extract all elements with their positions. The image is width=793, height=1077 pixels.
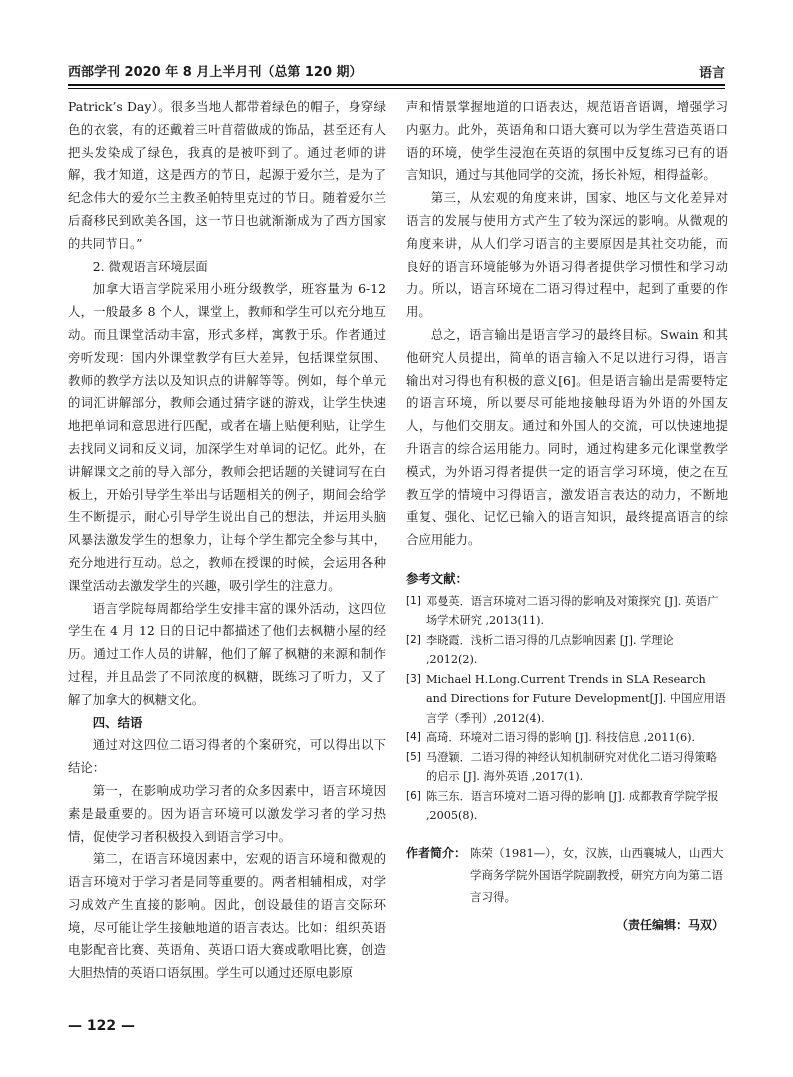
reference-item	[406, 787, 728, 826]
reference-item	[406, 748, 728, 787]
subheading: 2. 微观语言环境层面	[92, 258, 208, 274]
section-label: 语言	[698, 66, 725, 81]
paragraph: 第二，在语言环境因素中，宏观的语言环境和微观的语言环境对于学习者是同等重要的。两者相辅相成，对学习成效产生直接的影响。因此，创设最佳的语言交际环境，尽可能让学生接触地道的语言表达。比如：组织英语电影配音比赛、英语角、英语口语大赛或歌唱比赛，创造大胆热情的英语口语氛围。学生可以通过还原电影原	[68, 851, 386, 981]
references-list	[406, 592, 728, 826]
reference-number: [5]	[406, 750, 421, 763]
paragraph: 第一，在影响成功学习者的众多因素中，语言环境因素是最重要的。因为语言环境可以激发学习者的学习热情，促使学习者积极投入到语言学习中。	[68, 782, 386, 844]
reference-item	[406, 631, 728, 670]
references-title: 参考文献：	[406, 570, 468, 586]
paragraph: 总之，语言输出是语言学习的最终目标。Swain 和其他研究人员提出，简单的语言输入不足以进行习得，语言输出对习得也有积极的意义[6]。但是语言输出是需要特定的语言环境，所以要尽可能地接触母语为外语的外国友人，与他们交朋友。通过和外国人的交流，可以快速地提升语言的综合运用能力。同时，通过构建多元化课堂教学模式，为外语习得者提供一定的语言学习环境，使之在互教互学的情境中习得语言，激发语言表达的动力，不断地重复、强化、记忆已输入的语言知识，最终提高语言的综合应用能力。	[406, 326, 728, 548]
paragraph: 通过对这四位二语习得者的个案研究，可以得出以下结论：	[68, 737, 386, 776]
paragraph: 加拿大语言学院采用小班分级教学，班容量为 6-12 人，一般最多 8 个人，课堂上，教师和学生可以充分地互动。而且课堂活动丰富，形式多样，寓教于乐。作者通过旁听发现：国内外课堂教学有巨大差异，包括课堂氛围、教师的教学方法以及知识点的讲解等等。例如，每个单元的词汇讲解部分，教师会通过猜字谜的游戏，让学生快速地把单词和意思进行匹配，或者在墙上贴便利贴，让学生去找同义词和反义词，加深学生对单词的记忆。此外，在讲解课文之前的导入部分，教师会把话题的关键词写在白板上，开始引导学生举出与话题相关的例子，期间会给学生不断提示，耐心引导学生说出自己的想法，并运用头脑风暴法激发学生的想象力，让每个学生都完全参与其中，充分地进行互动。总之，教师在授课的时候，会运用各种课堂活动去激发学生的兴趣，吸引学生的注意力。	[68, 281, 386, 593]
page-number: — 122 —	[68, 1018, 135, 1034]
reference-text: 李晓霞．浅析二语习得的几点影响因素 [J]. 学理论 ,2012(2).	[426, 633, 674, 667]
author-bio-label: 作者简介：	[406, 845, 467, 860]
reference-number: [2]	[406, 633, 421, 646]
reference-number: [6]	[406, 789, 421, 802]
author-bio-text: 陈荣（1981—），女，汉族，山西襄城人，山西大学商务学院外国语学院副教授，研究方向为第二语言习得。	[470, 845, 724, 904]
reference-text: 邓曼英．语言环境对二语习得的影响及对策探究 [J]. 英语广场学术研究 ,2013(11).	[426, 594, 719, 628]
paragraph: 第三，从宏观的角度来讲，国家、地区与文化差异对语言的发展与使用方式产生了较为深远的影响。从微观的角度来讲，从人们学习语言的主要原因是其社交功能，而良好的语言环境能够为外语习得者提供学习惯性和学习动力。所以，语言环境在二语习得过程中，起到了重要的作用。	[406, 190, 728, 320]
paragraph: 声和情景掌握地道的口语表达，规范语音语调，增强学习内驱力。此外，英语角和口语大赛可以为学生营造英语口语的环境，使学生浸泡在英语的氛围中反复练习已有的语言知识，通过与其他同学的交流，扬长补短，相得益彰。	[406, 99, 728, 183]
reference-number: [1]	[406, 594, 421, 607]
reference-text: 马澄颖．二语习得的神经认知机制研究对优化二语习得策略的启示 [J]. 海外英语 ,2017(1).	[426, 750, 717, 784]
left-column	[68, 96, 386, 985]
section-heading: 四、结语	[92, 714, 143, 730]
paragraph: Patrick’s Day）。很多当地人都带着绿色的帽子，身穿绿色的衣裳，有的还戴着三叶苜蓿做成的饰品，甚至还有人把头发染成了绿色，我真的是被吓到了。通过老师的讲解，我才知道，这是西方的节日，起源于爱尔兰，是为了纪念伟大的爱尔兰主教圣帕特里克过的节日。随着爱尔兰后裔移民到欧美各国，这一节日也就渐渐成为了西方国家的共同节日。”	[68, 99, 386, 251]
author-bio	[406, 842, 728, 908]
reference-number: [4]	[406, 731, 421, 744]
reference-item	[406, 728, 728, 748]
reference-number: [3]	[406, 672, 421, 685]
reference-text: 高琦．环境对二语习得的影响 [J]. 科技信息 ,2011(6).	[426, 731, 696, 745]
page-header	[68, 58, 725, 84]
responsible-editor: （责任编辑：马双）	[615, 917, 724, 932]
paragraph: 语言学院每周都给学生安排丰富的课外活动，这四位学生在 4 月 12 日的日记中都描述了他们去枫糖小屋的经历。通过工作人员的讲解，他们了解了枫糖的来源和制作过程，并且品尝了不同浓度的枫糖，既练习了听力，又了解了加拿大的枫糖文化。	[68, 600, 386, 707]
reference-text: Michael H.Long.Current Trends in SLA Research and Directions for Future Development[J]. 中国应用语言学（季刊）,2012(4).	[426, 672, 726, 725]
right-column	[406, 96, 728, 937]
header-rule-thin	[68, 88, 725, 89]
reference-text: 陈三东．语言环境对二语习得的影响 [J]. 成都教育学院学报 ,2005(8).	[426, 789, 719, 823]
journal-title: 西部学刊 2020 年 8 月上半月刊（总第 120 期）	[68, 65, 363, 80]
reference-item	[406, 592, 728, 631]
reference-item	[406, 670, 728, 729]
header-rule-thick	[68, 84, 725, 86]
